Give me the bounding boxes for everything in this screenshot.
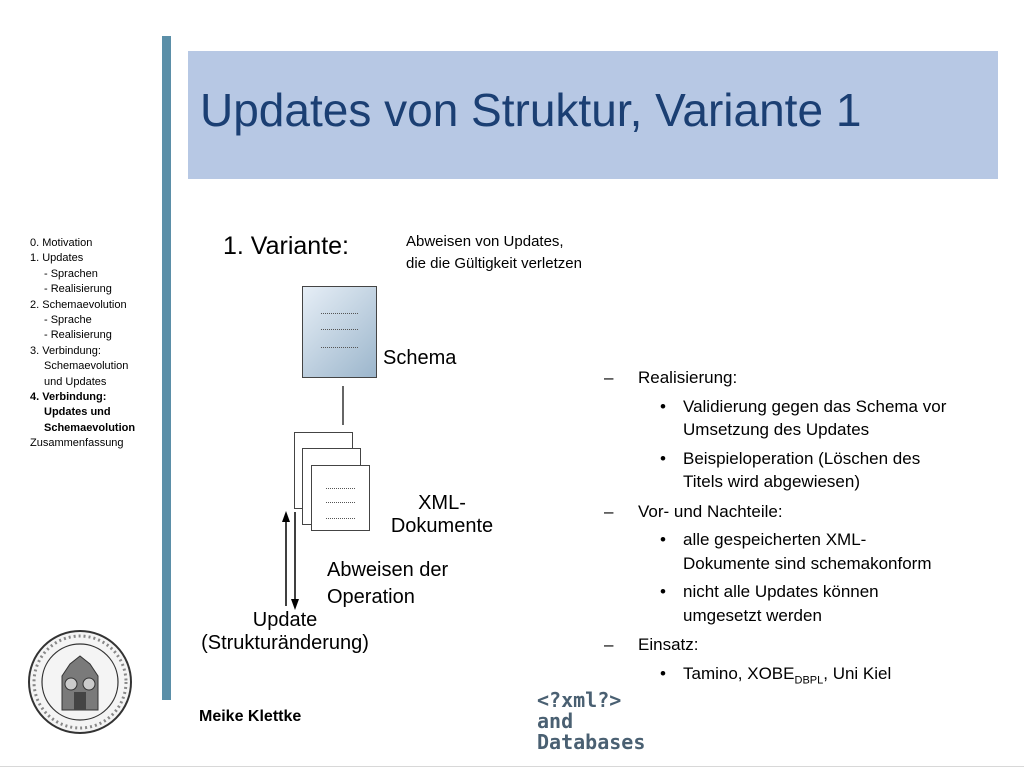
slide-title: Updates von Struktur, Variante 1 [200, 84, 862, 136]
bullet-tamino: • Tamino, $XOBE_{DBPL}$, Uni Kiel [660, 663, 892, 686]
bullet-realisierung: – Realisierung: [604, 368, 738, 387]
nav-item: - Sprache [44, 314, 92, 327]
nav-item: 0. Motivation [30, 237, 93, 249]
bullet-nicht: • nicht alle Updates können umgesetzt werden [660, 582, 879, 625]
note-line: Abweisen von Updates, [406, 233, 564, 250]
nav-item: 3. Verbindung: [30, 344, 101, 357]
university-seal-logo [26, 626, 134, 738]
nav-item: 2. Schemaevolution [30, 298, 127, 311]
update-label [189, 609, 381, 655]
nav-item: Schemaevolution [44, 360, 129, 373]
nav-item-current: Updates und [44, 406, 111, 419]
bullet-beispiel: • Beispieloperation (Löschen des Titels wird abgewiesen) [660, 448, 921, 491]
bullet-einsatz: – Einsatz: [604, 635, 699, 654]
label-line: XML- [418, 492, 466, 514]
nav-item-current: Schemaevolution [44, 421, 136, 434]
bullet-list [604, 366, 946, 692]
label-line: Abweisen der [327, 559, 449, 581]
xml-and-databases-logo: <?xml?> and Databases [537, 688, 646, 754]
reject-operation-label [327, 557, 448, 611]
nav-item: - Sprachen [44, 267, 98, 280]
variant-heading: 1. Variante: [223, 232, 350, 260]
nav-item: - Realisierung [44, 283, 112, 296]
nav-item: - Realisierung [44, 329, 112, 342]
label-line: (Strukturänderung) [201, 632, 369, 654]
author-name: Meike Klettke [199, 708, 302, 725]
note-line: die die Gültigkeit verletzen [406, 255, 582, 272]
nav-item: und Updates [44, 375, 107, 388]
xml-documents-label [384, 492, 500, 538]
bullet-alle: • alle gespeicherten XML- Dokumente sind schemakonform [660, 530, 932, 573]
nav-item: Zusammenfassung [30, 437, 124, 450]
label-line: Operation [327, 586, 415, 608]
label-line: Update [252, 609, 318, 631]
nav-item: 1. Updates [30, 252, 84, 265]
nav-item-current: 4. Verbindung: [30, 391, 107, 404]
schema-label: Schema [383, 347, 457, 369]
bottom-divider [0, 766, 1024, 767]
label-line: Dokumente [390, 515, 494, 537]
bullet-validierung: • Validierung gegen das Schema vor Umsetzung des Updates [660, 396, 947, 439]
bullet-vor-nachteile: – Vor- und Nachteile: [604, 501, 783, 521]
